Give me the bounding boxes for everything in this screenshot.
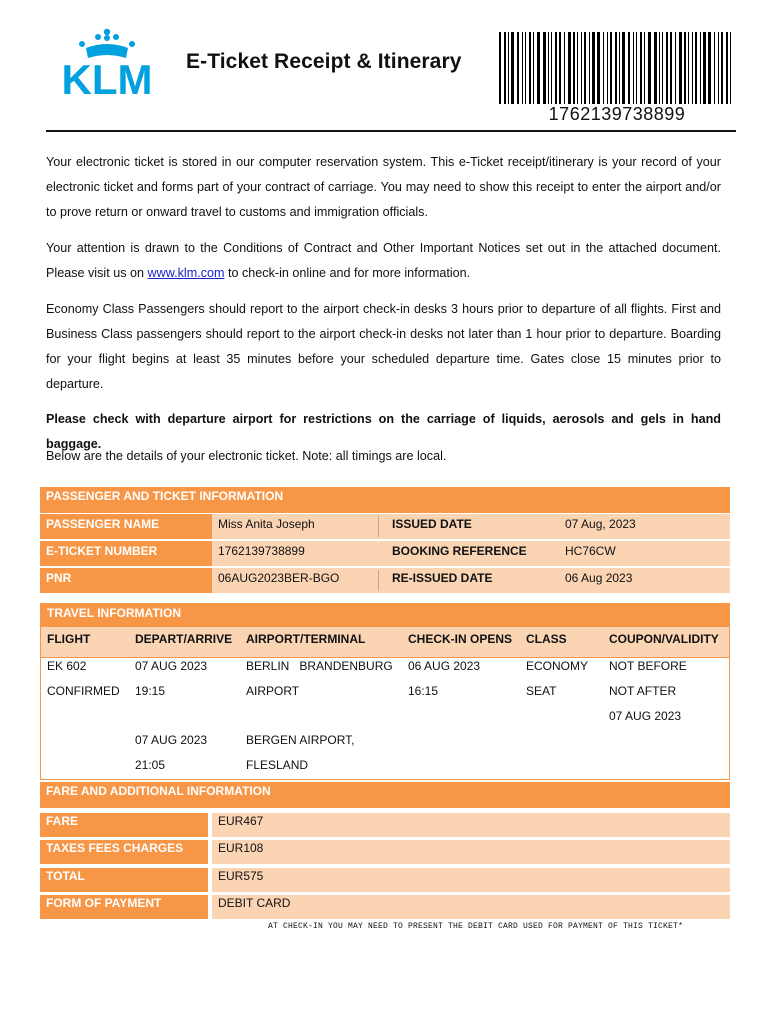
depart-date: 07 AUG 2023 <box>135 659 208 673</box>
barcode-bar <box>636 32 637 104</box>
page-title: E-Ticket Receipt & Itinerary <box>186 50 462 73</box>
barcode-bar <box>703 32 706 104</box>
barcode-bar <box>654 32 657 104</box>
depart-time: 19:15 <box>135 684 166 698</box>
header-divider <box>46 130 736 132</box>
eticket-number-label: E-TICKET NUMBER <box>40 541 212 566</box>
barcode-bar <box>533 32 534 104</box>
barcode-bar <box>517 32 519 104</box>
passenger-name-label: PASSENGER NAME <box>40 514 212 539</box>
cell-divider <box>378 570 379 591</box>
barcode-bar <box>573 32 575 104</box>
cell-divider <box>378 516 379 537</box>
barcode-bar <box>581 32 582 104</box>
barcode-bar <box>551 32 552 104</box>
taxes-value: EUR108 <box>212 840 730 864</box>
liquids-notice: Please check with departure airport for restrictions on the carriage of liquids, aerosols and gels in hand baggage. <box>46 412 721 451</box>
barcode-bar <box>543 32 546 104</box>
col-depart-arrive: DEPART/ARRIVE <box>135 632 233 646</box>
intro-paragraph-1: Your electronic ticket is stored in our computer reservation system. This e-Ticket receipt/itinerary is your record of your electronic ticket and forms part of your contract of carriage. You may need to show this receipt to enter the airport and/or to prove return or onward travel to customs and immigration officials. <box>46 155 721 219</box>
fare-section-title: FARE AND ADDITIONAL INFORMATION <box>40 782 730 808</box>
barcode-bar <box>721 32 723 104</box>
col-checkin-opens: CHECK-IN OPENS <box>408 632 513 646</box>
col-airport-terminal: AIRPORT/TERMINAL <box>246 632 366 646</box>
barcode-bar <box>718 32 719 104</box>
travel-table <box>40 603 730 780</box>
validity-date: 07 AUG 2023 <box>609 709 682 723</box>
barcode-bar <box>511 32 514 104</box>
booking-reference-value: HC76CW <box>565 544 616 558</box>
passenger-row <box>40 514 730 539</box>
barcode-bar <box>555 32 557 104</box>
total-label: TOTAL <box>40 868 208 892</box>
barcode-bar <box>607 32 608 104</box>
barcode-bar <box>529 32 531 104</box>
flight-status: CONFIRMED <box>47 684 120 698</box>
barcode-bar <box>622 32 625 104</box>
barcode-bar <box>679 32 682 104</box>
arrive-airport-line2: FLESLAND <box>246 758 309 772</box>
validity-not-before: NOT BEFORE <box>609 659 687 673</box>
arrive-date: 07 AUG 2023 <box>135 733 208 747</box>
travel-class: ECONOMY <box>526 659 589 673</box>
barcode-bar <box>584 32 586 104</box>
pnr-row <box>40 568 730 593</box>
fare-value: EUR467 <box>212 813 730 837</box>
depart-airport-line2: AIRPORT <box>246 684 300 698</box>
barcode-bar <box>662 32 663 104</box>
barcode-bar <box>684 32 686 104</box>
issued-date-value: 07 Aug, 2023 <box>565 517 636 531</box>
payment-value: DEBIT CARD <box>212 895 730 919</box>
barcode-bar <box>537 32 540 104</box>
barcode-bar <box>726 32 728 104</box>
barcode-image <box>497 32 737 104</box>
taxes-label: TAXES FEES CHARGES <box>40 840 208 864</box>
barcode-bar <box>577 32 578 104</box>
klm-logo <box>46 28 168 98</box>
barcode-bar <box>640 32 642 104</box>
issued-date-label: ISSUED DATE <box>386 514 556 539</box>
validity-not-after: NOT AFTER <box>609 684 677 698</box>
barcode-bar <box>559 32 561 104</box>
eticket-number-value: 1762139738899 <box>218 544 305 558</box>
col-coupon-validity: COUPON/VALIDITY <box>609 632 719 646</box>
barcode-bar <box>522 32 523 104</box>
arrive-time: 21:05 <box>135 758 166 772</box>
barcode-bar <box>659 32 660 104</box>
travel-class-seat: SEAT <box>526 684 557 698</box>
barcode-bar <box>730 32 731 104</box>
arrive-airport: BERGEN AIRPORT, <box>246 733 355 747</box>
fare-label: FARE <box>40 813 208 837</box>
barcode-bar <box>708 32 711 104</box>
passenger-name-value: Miss Anita Joseph <box>218 517 315 531</box>
barcode-bar <box>564 32 565 104</box>
payment-label: FORM OF PAYMENT <box>40 895 208 919</box>
svg-text:KLM: KLM <box>61 56 153 98</box>
barcode-bar <box>675 32 676 104</box>
barcode-bar <box>603 32 604 104</box>
barcode-bar <box>633 32 634 104</box>
total-value: EUR575 <box>212 868 730 892</box>
barcode-bar <box>499 32 501 104</box>
fare-row <box>40 813 730 837</box>
barcode-bar <box>644 32 645 104</box>
klm-website-link[interactable]: www.klm.com <box>147 266 225 280</box>
taxes-row <box>40 840 730 864</box>
barcode-bar <box>619 32 620 104</box>
checkin-date: 06 AUG 2023 <box>408 659 481 673</box>
barcode-bar <box>508 32 509 104</box>
barcode-bar <box>548 32 549 104</box>
barcode-bar <box>597 32 600 104</box>
barcode-bar <box>670 32 672 104</box>
barcode-bar <box>692 32 693 104</box>
barcode-bar <box>610 32 612 104</box>
reissued-date-value: 06 Aug 2023 <box>565 571 633 585</box>
barcode-bar <box>700 32 701 104</box>
barcode-bar <box>648 32 651 104</box>
payment-footnote: AT CHECK-IN YOU MAY NEED TO PRESENT THE DEBIT CARD USED FOR PAYMENT OF THIS TICKET* <box>268 922 684 931</box>
passenger-section-title: PASSENGER AND TICKET INFORMATION <box>40 487 730 513</box>
col-flight: FLIGHT <box>47 632 91 646</box>
barcode-bar <box>568 32 571 104</box>
reissued-date-label: RE-ISSUED DATE <box>386 568 556 593</box>
barcode-bar <box>504 32 506 104</box>
barcode-bar <box>615 32 617 104</box>
checkin-time: 16:15 <box>408 684 439 698</box>
depart-airport: BERLIN BRANDENBURG <box>246 659 393 673</box>
barcode-bar <box>695 32 697 104</box>
barcode-bar <box>525 32 526 104</box>
barcode-bar <box>688 32 689 104</box>
pnr-label: PNR <box>40 568 212 593</box>
intro-paragraph-3: Economy Class Passengers should report to the airport check-in desks 3 hours prior to departure of all flights. First and Business Class passengers should report to the airport check-in desks not later than 1 hour prior to departure. Boarding for your flight begins at least 35 minutes before your scheduled departure time. Gates close 15 minutes prior to departure. <box>46 302 721 391</box>
intro-paragraph-2: Your attention is drawn to the Conditions of Contract and Other Important Notices set out in the attached document. Please visit us on www.klm.com to check-in online and for more information. <box>46 241 721 280</box>
barcode-number: 1762139738899 <box>548 104 686 124</box>
booking-reference-label: BOOKING REFERENCE <box>386 541 556 566</box>
flight-number: EK 602 <box>47 659 87 673</box>
col-class: CLASS <box>526 632 567 646</box>
eticket-row <box>40 541 730 566</box>
barcode-bar <box>628 32 630 104</box>
total-row <box>40 868 730 892</box>
barcode-bar <box>589 32 590 104</box>
pnr-value: 06AUG2023BER-BGO <box>218 571 340 585</box>
barcode-bar <box>714 32 715 104</box>
details-note: Below are the details of your electronic ticket. Note: all timings are local. <box>46 449 447 463</box>
barcode-bar <box>592 32 595 104</box>
barcode-bar <box>666 32 668 104</box>
payment-row <box>40 895 730 919</box>
travel-section-title: TRAVEL INFORMATION <box>41 604 729 627</box>
